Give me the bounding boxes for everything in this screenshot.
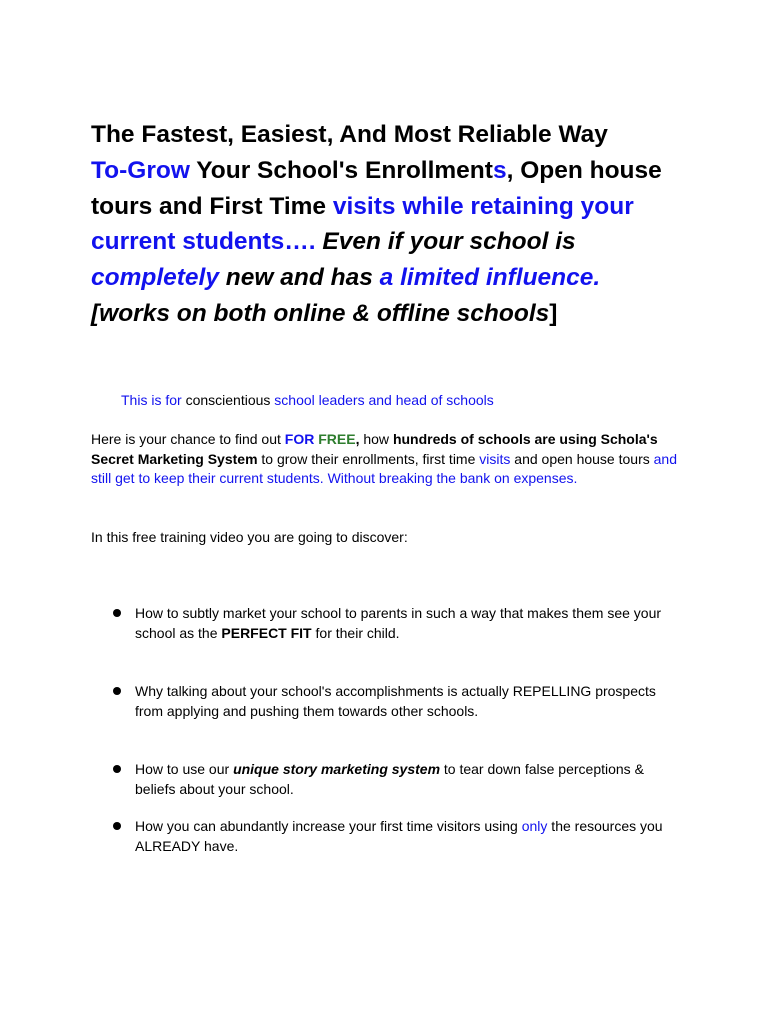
intro-part: visits bbox=[479, 450, 511, 467]
headline-part: Even if your school is bbox=[315, 228, 576, 256]
headline-part: a limited influence. bbox=[379, 264, 601, 292]
bullet-part: to tear down false perceptions & beliefs about your school. bbox=[135, 761, 644, 797]
intro-part: Here is your chance to find out bbox=[91, 431, 285, 447]
intro-part: how bbox=[359, 431, 393, 447]
headline-part: , Open house tours and First Time bbox=[91, 156, 662, 220]
bullet-dot bbox=[113, 687, 121, 695]
bullet-part: only bbox=[521, 818, 548, 834]
intro-part: and open house tours bbox=[510, 450, 654, 467]
bullet-part: How you can abundantly increase your first time visitors using bbox=[135, 818, 522, 834]
audience-line bbox=[121, 391, 494, 409]
bullet-part: for their child. bbox=[311, 624, 400, 641]
bullet-part: unique story marketing system bbox=[233, 761, 441, 777]
bullet-part: How to subtly market your school to parents in such a way that makes them see your school as the bbox=[135, 605, 662, 641]
bullet-item bbox=[135, 604, 675, 643]
bullet-item bbox=[135, 682, 675, 721]
bullet-dot bbox=[113, 765, 121, 773]
headline-part: s bbox=[492, 156, 507, 184]
headline-part: ] bbox=[549, 299, 558, 327]
bullet-part: How to use our bbox=[135, 761, 234, 777]
audience-part: school leaders and head of schools bbox=[274, 392, 494, 408]
bullet-part: PERFECT FIT bbox=[221, 624, 312, 641]
intro-paragraph bbox=[91, 430, 681, 489]
headline-part: visits while retaining your current students…. bbox=[91, 192, 634, 256]
headline-part: new and has bbox=[219, 264, 380, 292]
headline-part: [works on both online & offline schools bbox=[91, 299, 550, 327]
lead-in: In this free training video you are going to discover: bbox=[91, 529, 408, 545]
intro-part: , bbox=[355, 431, 360, 447]
intro-part: hundreds of schools are using Schola's Secret Marketing System bbox=[91, 431, 658, 467]
bullet-dot bbox=[113, 609, 121, 617]
intro-part: and still get to keep their current students. Without breaking the bank on expenses. bbox=[91, 450, 677, 486]
headline bbox=[91, 117, 691, 332]
headline-part: completely bbox=[91, 264, 219, 292]
headline-part: Your School's Enrollment bbox=[189, 156, 493, 184]
audience-part: This is for bbox=[121, 392, 182, 408]
bullet-item bbox=[135, 760, 675, 799]
bullet-dot bbox=[113, 822, 121, 830]
headline-part: The Fastest, Easiest, And Most Reliable Way bbox=[91, 121, 608, 148]
intro-part: FOR bbox=[284, 431, 315, 447]
bullet-part: Why talking about your school's accomplishments is actually REPELLING prospects from applying and pushing them towards other schools. bbox=[135, 683, 656, 719]
bullet-part: the resources you ALREADY have. bbox=[135, 818, 663, 854]
headline-part: To-Grow bbox=[91, 156, 190, 184]
audience-part: conscientious bbox=[181, 392, 275, 408]
bullet-item bbox=[135, 817, 675, 856]
intro-part: FREE bbox=[318, 431, 356, 447]
intro-part: to grow their enrollments, first time bbox=[257, 450, 480, 467]
